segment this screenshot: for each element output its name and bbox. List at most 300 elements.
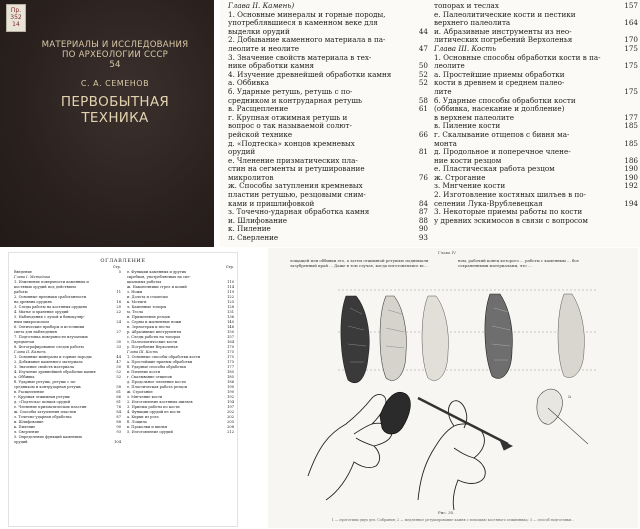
toc-entry-page: 52 bbox=[418, 69, 428, 79]
toc-entry-title: пластин ретушью, резцовыми сним- bbox=[228, 191, 366, 200]
toc-entry-title: 2. Изготовление костяных шильев bbox=[127, 400, 193, 404]
toc-entry bbox=[228, 140, 428, 149]
toc-entry-title: Введение bbox=[14, 270, 33, 274]
stone-tool-drawings bbox=[341, 294, 584, 383]
table-of-contents-page bbox=[8, 252, 238, 527]
toc-entry-page: 76 bbox=[116, 405, 121, 409]
toc-entry bbox=[434, 105, 638, 114]
toc-entry bbox=[14, 440, 121, 445]
toc-entry-title: Глава I. Методика bbox=[14, 275, 51, 279]
toc-entry-page: 186 bbox=[227, 380, 234, 384]
body-text-right: ном, рабочий конец которого ... работы с каменным ... бое сохраненными материалами, что ... bbox=[458, 258, 579, 268]
toc-entry bbox=[228, 71, 428, 80]
toc-entry bbox=[434, 122, 638, 131]
toc-entry-title: а. Оббивка bbox=[14, 375, 35, 379]
toc-entry bbox=[434, 19, 638, 28]
toc-entry-title: Глава III. Кость bbox=[434, 44, 497, 53]
toc-entry-title: леолите bbox=[434, 62, 465, 71]
toc-entry-page: 192 bbox=[624, 181, 638, 191]
toc-entry bbox=[434, 165, 638, 174]
toc-entry-title: з. Точечно-ударная обработка камня bbox=[228, 208, 370, 217]
toc-entry bbox=[434, 140, 638, 149]
contents-right-column bbox=[434, 2, 638, 225]
toc-entry-title: е. Пластическая работа резцом bbox=[434, 165, 555, 174]
toc-entry-title: 5. Определение функций каменных bbox=[14, 435, 82, 439]
toc-entry-title: у. Погребения Верхоленья bbox=[127, 345, 178, 349]
toc-entry-title: выделки орудий bbox=[228, 27, 290, 36]
toc-entry-title: 4. Изучение древнейшей обработки камня bbox=[14, 370, 96, 374]
toc-entry-page: 175 bbox=[227, 355, 234, 359]
toc-entry-page: 194 bbox=[624, 198, 638, 208]
toc-entry-title: л. Сверление bbox=[228, 234, 279, 243]
body-text-left: лощащей или оббивки его, а затем отжимной ретушью поднимали зазубренный край ... Даже в том случае, когда изготовлялись вс... bbox=[290, 258, 429, 268]
toc-entry-title: 3. Значение свойств материала в тех- bbox=[228, 53, 372, 62]
toc-entry-page: 20 bbox=[116, 305, 121, 309]
toc-entry-page: 202 bbox=[227, 410, 234, 414]
toc-entry-title: (оббивка, насекание и долбление) bbox=[434, 105, 565, 114]
author-name: С. А. СЕМЕНОВ bbox=[80, 79, 150, 88]
toc-entry bbox=[228, 165, 428, 174]
toc-entry-title: з. Точечно-ударная обработка bbox=[14, 415, 72, 419]
toc-entry-title: т. Палеолитические кости bbox=[127, 340, 178, 344]
stone-blade-2 bbox=[380, 296, 406, 380]
toc-entry-title: з. Ножи bbox=[127, 290, 143, 294]
toc-entry-title: предметов bbox=[14, 340, 35, 344]
toc-entry-title: 4. Функции орудий из кости bbox=[127, 410, 181, 414]
toc-entry bbox=[228, 36, 428, 45]
toc-entry bbox=[434, 157, 638, 166]
toc-entry-title: в верхнем палеолите bbox=[434, 113, 515, 122]
toc-entry-title: о. Серпы и жатвенные ножи bbox=[127, 320, 182, 324]
toc-entry bbox=[228, 11, 428, 20]
toc-entry-title: 4. Мытье и хранение орудий bbox=[14, 310, 69, 314]
toc-entry-title: топорах и теслах bbox=[434, 2, 499, 10]
toc-entry-page: 30 bbox=[116, 340, 121, 344]
toc-entry-page: 177 bbox=[624, 112, 638, 122]
toc-entry bbox=[434, 182, 638, 191]
toc-entry-title: и. Абразивные инструменты из нео- bbox=[434, 27, 572, 36]
toc-entry-title: д. Продольное и поперечное члене- bbox=[434, 148, 571, 157]
series-line-2: ПО АРХЕОЛОГИИ СССР bbox=[62, 50, 168, 60]
toc-entry-title: б. Ударные способы обработки bbox=[127, 365, 186, 369]
toc-entry-page: 88 bbox=[418, 215, 428, 225]
toc-entry-title: 4. Изучение древнейшей обработки камня bbox=[228, 70, 392, 79]
toc-entry-page: 170 bbox=[227, 345, 234, 349]
toc-entry-page: 81 bbox=[418, 147, 428, 157]
toc-entry bbox=[228, 105, 428, 114]
toc-entry-title: 5. Изготовление орудий bbox=[127, 430, 173, 434]
toc-entry bbox=[228, 182, 428, 191]
toc-entry-title: в. Проколки и шилья bbox=[127, 425, 168, 429]
toc-entry-title: 2. Изготовление костяных шилъев в по- bbox=[434, 191, 586, 200]
toc-entry-title: кости в древнем и среднем палео- bbox=[434, 79, 565, 88]
toc-entry-title: и. Шлифование bbox=[228, 216, 288, 225]
toc-entry-page: 140 bbox=[227, 320, 234, 324]
toc-entry bbox=[228, 174, 428, 183]
toc-entry-page bbox=[424, 157, 428, 166]
toc-entry-title: е. Функции каменных и других bbox=[127, 270, 186, 274]
toc-entry-page: 208 bbox=[227, 425, 234, 429]
toc-entry bbox=[434, 217, 638, 226]
toc-entry-title: 1. Изменение поверхности каменных и bbox=[14, 280, 89, 284]
toc-entry-page: 110 bbox=[227, 280, 234, 284]
toc-entry bbox=[434, 131, 638, 140]
library-stamp bbox=[6, 4, 26, 32]
toc-entry-title: а. Простейшие приемы обработки bbox=[127, 360, 193, 364]
toc-entry bbox=[228, 79, 428, 88]
toc-entry bbox=[434, 191, 638, 200]
toc-entry-page: 190 bbox=[227, 385, 234, 389]
toc-entry-title: Глава II. Камень) bbox=[228, 2, 295, 10]
stamp-line-1: Пр. 352 bbox=[10, 7, 22, 21]
toc-entry-page bbox=[424, 2, 428, 11]
toc-entry-page bbox=[424, 11, 428, 20]
toc-entry-title: а. Оббивка bbox=[228, 79, 270, 88]
toc-entry-page: 190 bbox=[624, 172, 638, 182]
toc-entry bbox=[434, 148, 638, 157]
toc-entry-title: г. Скалывание отщепов bbox=[127, 375, 172, 379]
toc-entry-page: 66 bbox=[418, 129, 428, 139]
toc-entry-page: 202 bbox=[227, 415, 234, 419]
stone-blade-4 bbox=[485, 294, 512, 378]
toc-entry bbox=[434, 62, 638, 71]
toc-entry-title: костяных орудий под действием bbox=[14, 285, 76, 289]
stone-blade-1 bbox=[341, 296, 369, 383]
figure-page bbox=[268, 248, 638, 528]
book-cover bbox=[0, 0, 214, 247]
toc-entry-title: Глава III. Кость bbox=[127, 350, 159, 354]
toc-entry-page: 5 bbox=[118, 270, 121, 274]
toc-entry bbox=[228, 234, 428, 243]
toc-entry bbox=[434, 2, 638, 11]
toc-entry-page: 136 bbox=[227, 315, 234, 319]
held-stone-tool bbox=[380, 392, 410, 434]
toc-entry-title: 2. Добывание каменного материала в па- bbox=[228, 36, 386, 45]
toc-entry-title: с. Следы работы на топорах bbox=[127, 335, 181, 339]
toc-entry-title: 5. Наблюдения с лупой и бинокуляр- bbox=[14, 315, 85, 319]
toc-entry-title: б. Ударные ретушь, ретушь с по- bbox=[228, 87, 353, 96]
toc-entry-page: 190 bbox=[624, 164, 638, 174]
running-header: Глава IV bbox=[438, 250, 456, 255]
toc-entry-title: вопрос о так называемой солют- bbox=[228, 122, 352, 131]
toc-entry-title: з. Мягчение кости bbox=[127, 395, 163, 399]
toc-entry-title: в. Пиление кости bbox=[127, 370, 161, 374]
toc-entry-page: 185 bbox=[227, 370, 234, 374]
toc-entry-page: 150 bbox=[227, 330, 234, 334]
toc-entry bbox=[127, 430, 234, 435]
toc-entry-page bbox=[634, 208, 638, 217]
retouching-illustration bbox=[268, 248, 638, 528]
toc-entry-title: Глава II. Камень bbox=[14, 350, 46, 354]
toc-entry-title: л. Каменные топоры bbox=[127, 305, 167, 309]
toc-entry-page: 16 bbox=[116, 300, 121, 304]
toc-entry-title: циальных работах bbox=[127, 280, 162, 284]
toc-entry-title: микролитов bbox=[228, 173, 274, 182]
toc-entry bbox=[228, 28, 428, 37]
toc-entry-title: ж. Способы затупления кремневых bbox=[228, 182, 363, 191]
toc-entry-title: ж. Строгание bbox=[127, 390, 153, 394]
toc-entry-page: 164 bbox=[227, 340, 234, 344]
toc-entry-page: 24 bbox=[116, 320, 121, 324]
toc-entry-title: е. Членение призматических пла- bbox=[228, 156, 358, 165]
toc-entry-page: 50 bbox=[418, 61, 428, 71]
toc-entry bbox=[228, 122, 428, 131]
toc-entry-page: 119 bbox=[227, 290, 234, 294]
toc-entry bbox=[228, 200, 428, 209]
toc-entry bbox=[228, 19, 428, 28]
toc-entry-page: 47 bbox=[418, 43, 428, 53]
toc-entry-title: б. Лощила bbox=[127, 420, 147, 424]
toc-entry-page bbox=[634, 97, 638, 106]
toc-entry-page: 190 bbox=[227, 390, 234, 394]
toc-entry-page: 175 bbox=[227, 350, 234, 354]
toc-entry bbox=[228, 45, 428, 54]
toc-entry-title: орудий bbox=[228, 148, 256, 157]
toc-entry bbox=[228, 148, 428, 157]
toc-entry-page bbox=[634, 217, 638, 226]
series-title bbox=[30, 40, 200, 70]
toc-entry bbox=[434, 71, 638, 80]
toc-entry-title: 2. Добывание каменного материала bbox=[14, 360, 83, 364]
stamp-line-2: 14 bbox=[12, 21, 20, 28]
book-title: ПЕРВОБЫТНАЯ ТЕХНИКА bbox=[60, 94, 170, 126]
toc-entry-page: 104 bbox=[114, 440, 121, 444]
toc-entry-title: в. Расщепление bbox=[14, 390, 45, 394]
toc-entry bbox=[434, 200, 638, 209]
toc-entry-page: 87 bbox=[116, 415, 121, 419]
toc-entry-title: ным микроскопом bbox=[14, 320, 49, 324]
toc-entry-page: 11 bbox=[116, 290, 121, 294]
toc-entry-title: селении Лука-Врублевецкая bbox=[434, 199, 543, 208]
toc-entry-title: нике обработки камня bbox=[228, 62, 315, 71]
toc-entry bbox=[434, 97, 638, 106]
toc-entry-title: п. Зернотерки и песты bbox=[127, 325, 171, 329]
hands-drawing bbox=[308, 392, 512, 510]
toc-entry bbox=[434, 208, 638, 217]
toc-entry-page: 87 bbox=[418, 207, 428, 217]
toc-entry bbox=[228, 208, 428, 217]
toc-entry-page: 93 bbox=[116, 430, 121, 434]
toc-entry bbox=[434, 28, 638, 37]
toc-entry-title: а. Простейшие приемы обработки bbox=[434, 70, 565, 79]
toc-entry-page: Стр. bbox=[112, 265, 121, 269]
toc-entry-title: леолите и неолите bbox=[228, 44, 300, 53]
toc-entry-title: орудий bbox=[14, 440, 28, 444]
toc-entry-page: 177 bbox=[227, 365, 234, 369]
left-hand bbox=[308, 395, 392, 500]
toc-entry-page: 66 bbox=[116, 395, 121, 399]
toc-entry-page: 185 bbox=[227, 375, 234, 379]
toc-entry-page: 27 bbox=[116, 330, 121, 334]
toc-entry-page: 61 bbox=[418, 104, 428, 114]
toc-entry-title: ками и пришлифовкой bbox=[228, 199, 315, 208]
toc-entry-title: средником и контрударная ретушь bbox=[14, 385, 81, 389]
toc-heading: ОГЛАВЛЕНИЕ bbox=[100, 258, 146, 264]
toc-entry-page: 52 bbox=[418, 78, 428, 88]
toc-entry-page: 157 bbox=[227, 335, 234, 339]
toc-entry-title: ж. Наконечники стрел и копий bbox=[127, 285, 187, 289]
toc-entry-page: 128 bbox=[227, 305, 234, 309]
toc-entry-title: д. «Подтеска» концов орудий bbox=[14, 400, 71, 404]
toc-entry-title: з. Мнгчение кости bbox=[434, 182, 506, 191]
toc-entry-title: е. Палеолитические кости и пестики bbox=[434, 10, 576, 19]
toc-entry-page: 146 bbox=[227, 325, 234, 329]
toc-entry-page: 90 bbox=[418, 224, 428, 234]
toc-entry bbox=[228, 157, 428, 166]
toc-entry bbox=[228, 97, 428, 106]
toc-entry-page: 61 bbox=[116, 390, 121, 394]
toc-entry bbox=[228, 54, 428, 63]
toc-right-column bbox=[127, 265, 234, 435]
toc-entry-title: к. Мотыги bbox=[127, 300, 147, 304]
toc-entry-title: и. Шлифование bbox=[14, 420, 44, 424]
toc-entry-title: монта bbox=[434, 139, 457, 148]
contents-page-closeup bbox=[220, 0, 640, 247]
toc-entry-page: 131 bbox=[227, 310, 234, 314]
toc-entry-title: р. Абразивные инструменты bbox=[127, 330, 182, 334]
toc-entry bbox=[434, 36, 638, 45]
toc-entry-title: средником и контрударная ретушь bbox=[228, 96, 362, 105]
toc-entry-title: верхнего палеолита bbox=[434, 19, 511, 28]
toc-entry bbox=[228, 62, 428, 71]
toc-entry-title: ние кости резцом bbox=[434, 156, 502, 165]
figure-caption: 1 — прототипы двух дел. Собрания; 2 — медленное ретуширование камня с помощью костяного отжимника; 3 — способ подготовки... bbox=[331, 518, 575, 522]
toc-entry-page: 164 bbox=[624, 18, 638, 28]
toc-entry-page: 52 bbox=[116, 370, 121, 374]
toc-entry-title: 8. Фотографирование следов работы bbox=[14, 345, 84, 349]
toc-entry-title: скребков, употребляемых на спе- bbox=[127, 275, 191, 279]
toc-entry-page: 84 bbox=[116, 410, 121, 414]
toc-entry-page: 22 bbox=[116, 310, 121, 314]
toc-entry-title: к. Пиление bbox=[228, 225, 271, 234]
toc-entry-title: 1. Основные способы обработки кости bbox=[127, 355, 201, 359]
toc-entry-page: 175 bbox=[624, 43, 638, 53]
toc-entry bbox=[434, 174, 638, 183]
right-hand bbox=[418, 424, 485, 510]
toc-entry-title: 6. Оптические приборы и источники bbox=[14, 325, 85, 329]
series-line-1: МАТЕРИАЛЫ И ИССЛЕДОВАНИЯ bbox=[41, 40, 189, 50]
toc-entry-page: 50 bbox=[116, 365, 121, 369]
toc-entry-title: г. Крупная отжимная ретушь и bbox=[228, 113, 348, 122]
toc-entry-title: ж. Строгание bbox=[434, 173, 486, 182]
toc-entry-title: д. «Подтеска» концов кремневых bbox=[228, 139, 355, 148]
toc-entry-page: 58 bbox=[418, 95, 428, 105]
toc-entry-page: 44 bbox=[116, 355, 121, 359]
toc-entry-page: 90 bbox=[116, 425, 121, 429]
toc-entry-page: 192 bbox=[227, 395, 234, 399]
toc-entry-page bbox=[424, 114, 428, 123]
toc-entry-title: б. Ударные способы обработки кости bbox=[434, 96, 576, 105]
toc-entry-title: 2. Основные признаки сработанности bbox=[14, 295, 87, 299]
toc-entry-title: 3. Приемы работы по кости bbox=[127, 405, 180, 409]
toc-entry-page: 175 bbox=[624, 86, 638, 96]
toc-entry-title: б. Ударные ретушь, ретушь с по- bbox=[14, 380, 77, 384]
toc-entry bbox=[228, 191, 428, 200]
toc-entry-title: 3. Некоторые приемы работы по кости bbox=[434, 208, 583, 217]
toc-entry-page: 93 bbox=[418, 233, 428, 243]
toc-entry-title: работы bbox=[14, 290, 28, 294]
toc-entry-title: к. Пиление bbox=[14, 425, 36, 429]
toc-entry bbox=[434, 114, 638, 123]
toc-entry-title: е. Пластическая работа резцом bbox=[127, 385, 188, 389]
toc-entry-title: на древних орудиях bbox=[14, 300, 52, 304]
toc-entry-page: 197 bbox=[227, 405, 234, 409]
toc-entry-page: 81 bbox=[116, 400, 121, 404]
toc-entry-title: в. Пиление кости bbox=[434, 122, 501, 131]
contents-left-column bbox=[228, 2, 428, 243]
toc-entry-page bbox=[634, 71, 638, 80]
toc-entry-page: 88 bbox=[116, 420, 121, 424]
toc-entry-title: л. Сверление bbox=[14, 430, 40, 434]
toc-left-column bbox=[14, 265, 121, 445]
detail-inset bbox=[537, 389, 588, 444]
toc-entry-title: в. Расщепление bbox=[228, 105, 289, 114]
toc-entry bbox=[228, 217, 428, 226]
toc-entry-title: г. Крупная отжимная ретушь bbox=[14, 395, 71, 399]
toc-entry-title: м. Тесла bbox=[127, 310, 144, 314]
toc-entry-page: 170 bbox=[624, 35, 638, 45]
toc-entry-page: 76 bbox=[418, 172, 428, 182]
toc-entry-title: 1. Основные минералы и горные породы bbox=[14, 355, 92, 359]
toc-entry-page: 47 bbox=[116, 360, 121, 364]
toc-entry-page: 194 bbox=[227, 400, 234, 404]
toc-entry-page: 44 bbox=[418, 26, 428, 36]
toc-entry-title: г. Скалывание отщепов с бивня ма- bbox=[434, 130, 570, 139]
toc-entry-title: литических погребений Верхоленья bbox=[434, 36, 573, 45]
toc-entry-page: 157 bbox=[624, 1, 638, 10]
toc-entry-page: 175 bbox=[227, 360, 234, 364]
toc-entry-title: ж. Способы затупления пластин bbox=[14, 410, 77, 414]
toc-entry-title: 1. Основные способы обработки кости в па- bbox=[434, 53, 601, 62]
svg-text:а: а bbox=[568, 394, 571, 400]
toc-entry-title: рейской технике bbox=[228, 130, 293, 139]
toc-entry-page: 58 bbox=[116, 385, 121, 389]
toc-section-heading bbox=[434, 45, 638, 54]
toc-entry-page: 212 bbox=[227, 430, 234, 434]
toc-entry-title: а. Кирки из рога bbox=[127, 415, 159, 419]
toc-section-heading bbox=[228, 2, 428, 11]
toc-entry-page: 205 bbox=[227, 420, 234, 424]
toc-entry bbox=[228, 225, 428, 234]
toc-entry bbox=[228, 88, 428, 97]
toc-entry-page: 114 bbox=[227, 285, 234, 289]
toc-entry bbox=[434, 54, 638, 63]
toc-entry bbox=[228, 131, 428, 140]
stone-blade-3 bbox=[422, 296, 448, 380]
series-number: 54 bbox=[109, 60, 121, 70]
toc-entry bbox=[434, 11, 638, 20]
toc-entry bbox=[228, 114, 428, 123]
toc-entry-title: д. Продольное членение кости bbox=[127, 380, 186, 384]
toc-entry-title: 7. Подготовка поверхности изучаемых bbox=[14, 335, 88, 339]
toc-entry-title: стин на сегменты и ретуширование bbox=[228, 165, 365, 174]
toc-entry-page: 33 bbox=[116, 345, 121, 349]
toc-entry-page: 84 bbox=[418, 198, 428, 208]
toc-entry-title: и. Долота и стамески bbox=[127, 295, 168, 299]
toc-entry-page: 186 bbox=[624, 155, 638, 165]
toc-entry-title: употреблявшиеся в каменном веке для bbox=[228, 19, 378, 28]
toc-entry-title: н. Применение резцов bbox=[127, 315, 170, 319]
toc-entry-title: е. Членение призматических пластин bbox=[14, 405, 87, 409]
toc-entry-page: 52 bbox=[116, 375, 121, 379]
figure-number: Рис. 35. bbox=[438, 510, 455, 515]
toc-entry bbox=[434, 88, 638, 97]
toc-entry-page: 175 bbox=[624, 61, 638, 71]
toc-entry-page: 125 bbox=[227, 300, 234, 304]
toc-entry-title: лите bbox=[434, 87, 452, 96]
toc-entry-page bbox=[424, 182, 428, 191]
toc-entry-page: Стр. bbox=[225, 265, 234, 269]
